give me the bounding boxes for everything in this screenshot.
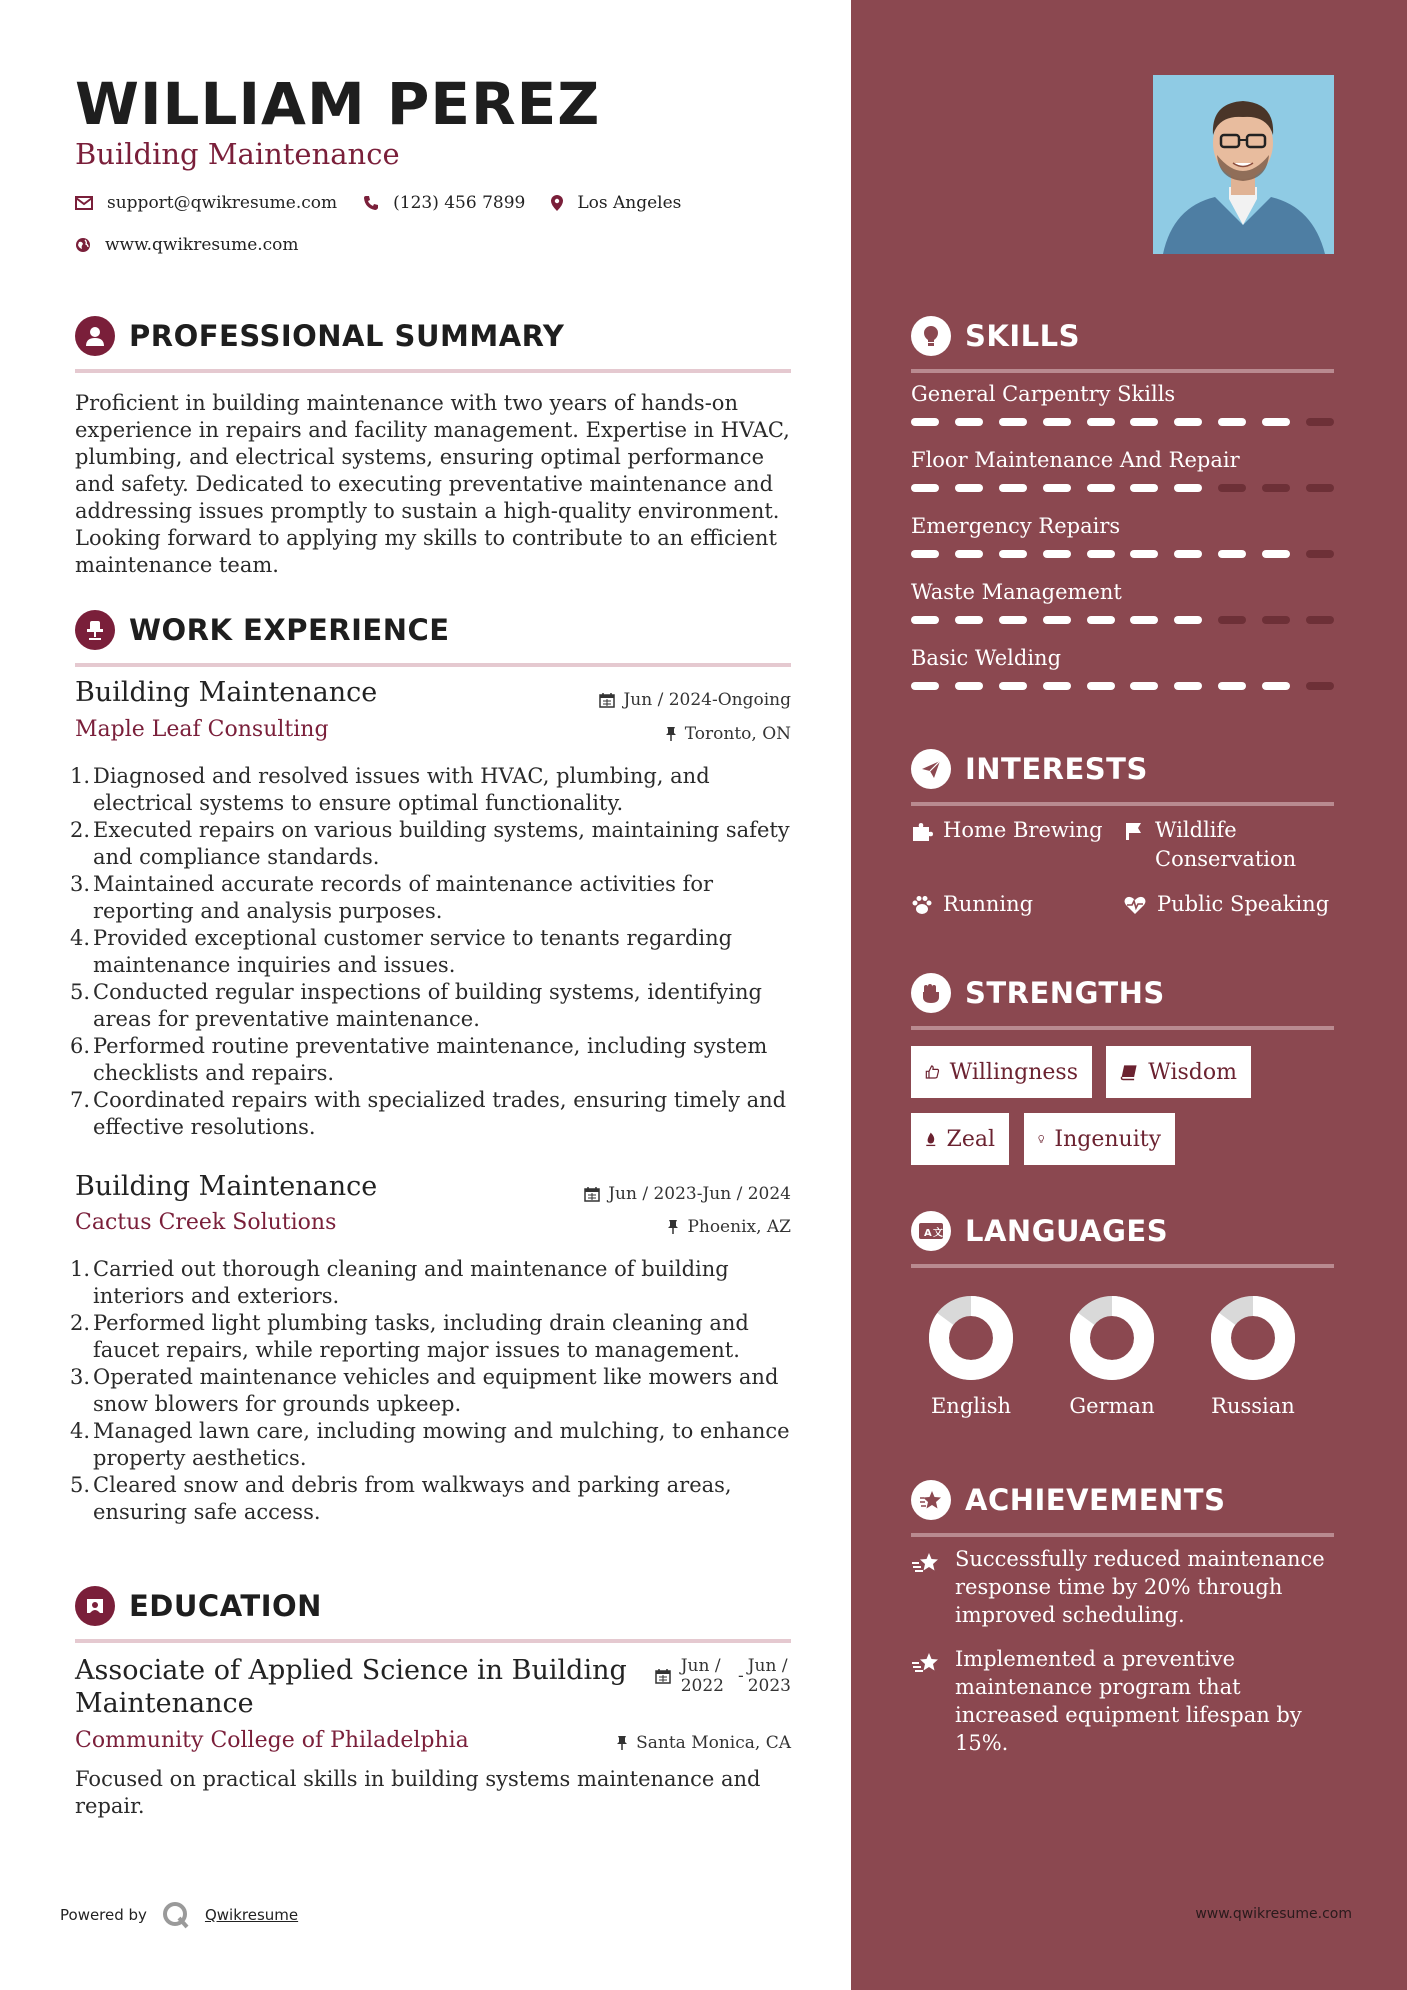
skill-level-dash (1306, 682, 1334, 690)
svg-text:A: A (924, 1228, 932, 1239)
strengths-title: STRENGTHS (965, 976, 1165, 1010)
email-text: support@qwikresume.com (107, 193, 338, 213)
skill-level-dash (911, 616, 939, 624)
map-pin-icon (551, 195, 563, 211)
experience-title: WORK EXPERIENCE (129, 613, 450, 647)
section-divider (911, 1264, 1334, 1268)
list-item: 4. Managed lawn care, including mowing and mulching, to enhance property aesthetics. (70, 1419, 790, 1470)
section-divider (75, 663, 791, 667)
job-location-text: Toronto, ON (684, 724, 791, 744)
skill-bar (911, 484, 1334, 492)
list-item: 2. Performed light plumbing tasks, including drain cleaning and faucet repairs, while reporting major issues to management. (70, 1311, 749, 1362)
fire-icon (925, 1128, 937, 1150)
skill-level-dash (1218, 550, 1246, 558)
skill-level-dash (1130, 484, 1158, 492)
star-icon (911, 1480, 951, 1520)
paw-icon (911, 895, 933, 915)
job-title: Building Maintenance (75, 1171, 378, 1202)
skill-level-dash (999, 418, 1027, 426)
lightbulb-outline-icon (1038, 1128, 1044, 1150)
strength-chip: Willingness (911, 1046, 1092, 1098)
language-level-ring (1211, 1296, 1295, 1380)
skill-item (911, 448, 1334, 492)
achievements-title: ACHIEVEMENTS (965, 1483, 1226, 1517)
section-divider (75, 1639, 791, 1643)
section-divider (911, 369, 1334, 373)
skill-level-dash (955, 418, 983, 426)
envelope-icon (75, 196, 93, 210)
phone-text: (123) 456 7899 (393, 193, 526, 213)
skill-level-dash (1130, 550, 1158, 558)
list-item: 3. Operated maintenance vehicles and equipment like mowers and snow blowers for grounds upkeep. (70, 1365, 779, 1416)
skill-level-dash (1043, 418, 1071, 426)
paper-plane-icon (911, 749, 951, 789)
education-date: Jun / 2022 - Jun / 2023 (655, 1656, 791, 1696)
interests-title: INTERESTS (965, 752, 1148, 786)
skill-level-dash (999, 616, 1027, 624)
skill-level-dash (1043, 616, 1071, 624)
interests-section (911, 746, 1334, 806)
globe-icon (75, 237, 91, 253)
education-section (75, 1583, 791, 1643)
skill-bar (911, 550, 1334, 558)
skill-level-dash (1087, 616, 1115, 624)
powered-by (60, 1900, 298, 1930)
job-title: Building Maintenance (75, 677, 378, 708)
summary-text: Proficient in building maintenance with two years of hands-on experience in repairs and facility management. Expertise in HVAC, plumbing, and electrical systems, ensuring optimal performance and safety. Dedicated to executing preventative maintenance and addressing issues promptly to sustain a high-quality environment. Looking forward to applying my skills to contribute to an efficient maintenance team. (75, 391, 790, 577)
strength-chip: Ingenuity (1024, 1113, 1175, 1165)
language-level-ring (929, 1296, 1013, 1380)
section-divider (911, 1533, 1334, 1537)
list-item: 1. Carried out thorough cleaning and maintenance of building interiors and exteriors. (70, 1257, 729, 1308)
language-level-ring (1070, 1296, 1154, 1380)
skill-level-dash (999, 682, 1027, 690)
interest-item: Running (911, 890, 1033, 919)
thumbs-up-icon (925, 1061, 940, 1083)
skill-level-dash (1043, 682, 1071, 690)
contact-phone[interactable] (363, 193, 525, 213)
skill-level-dash (911, 418, 939, 426)
skill-level-dash (1262, 682, 1290, 690)
contact-location (551, 193, 681, 213)
job-bullets (70, 763, 791, 1141)
skill-level-dash (1306, 484, 1334, 492)
education-description: Focused on practical skills in building systems maintenance and repair. (75, 1767, 761, 1818)
book-icon (1120, 1062, 1138, 1082)
education-location (616, 1733, 791, 1753)
list-item: 4. Provided exceptional customer service to tenants regarding maintenance inquiries and issues. (70, 926, 733, 977)
language-item (1211, 1296, 1295, 1418)
job-location (667, 1217, 791, 1237)
skill-level-dash (1174, 418, 1202, 426)
heartbeat-icon (1123, 895, 1147, 915)
job-location (665, 724, 791, 744)
job-date (599, 690, 791, 710)
skills-section (911, 313, 1334, 373)
education-title: EDUCATION (129, 1589, 322, 1623)
language-item (929, 1296, 1013, 1418)
skill-name: Floor Maintenance And Repair (911, 448, 1240, 472)
list-item: 6. Performed routine preventative maintenance, including system checklists and repairs. (70, 1034, 768, 1085)
skill-bar (911, 616, 1334, 624)
skill-level-dash (955, 682, 983, 690)
skill-level-dash (1174, 484, 1202, 492)
skill-level-dash (1306, 616, 1334, 624)
skill-level-dash (1130, 616, 1158, 624)
job-entry (70, 677, 791, 1147)
skill-level-dash (1087, 550, 1115, 558)
flag-icon (1123, 821, 1145, 841)
skill-level-dash (1306, 418, 1334, 426)
strength-chip: Wisdom (1106, 1046, 1251, 1098)
skill-level-dash (911, 682, 939, 690)
job-location-text: Phoenix, AZ (687, 1217, 791, 1237)
job-date (584, 1184, 791, 1204)
experience-section (75, 607, 791, 667)
skill-level-dash (1174, 616, 1202, 624)
brand-link[interactable]: Qwikresume (204, 1906, 299, 1924)
skill-level-dash (1218, 682, 1246, 690)
language-name: English (930, 1394, 1012, 1418)
skill-item (911, 646, 1334, 690)
footer-website[interactable]: www.qwikresume.com (1195, 1906, 1352, 1922)
achievements-section (911, 1477, 1334, 1537)
lightbulb-icon (911, 316, 951, 356)
section-divider (75, 369, 791, 373)
skill-name: General Carpentry Skills (911, 382, 1176, 406)
job-entry (70, 1171, 791, 1541)
sidebar (851, 0, 1407, 1990)
shooting-star-icon (911, 1551, 941, 1575)
skill-level-dash (1130, 418, 1158, 426)
list-item: 5. Conducted regular inspections of building systems, identifying areas for preventative maintenance. (70, 980, 762, 1031)
pushpin-icon (665, 726, 677, 742)
list-item: 2. Executed repairs on various building systems, maintaining safety and compliance standards. (70, 818, 790, 869)
skill-level-dash (911, 484, 939, 492)
skill-level-dash (1262, 484, 1290, 492)
list-item: 7. Coordinated repairs with specialized trades, ensuring timely and effective resolutions. (70, 1088, 787, 1139)
contact-email[interactable] (75, 193, 337, 213)
language-name: German (1069, 1394, 1155, 1418)
summary-section (75, 313, 791, 579)
skill-item (911, 580, 1334, 624)
skill-item (911, 382, 1334, 426)
skill-level-dash (1218, 418, 1246, 426)
job-date-text: Jun / 2024-Ongoing (623, 690, 791, 710)
phone-icon (363, 195, 379, 211)
job-company: Cactus Creek Solutions (75, 1210, 337, 1235)
interest-item: Home Brewing (911, 816, 1103, 845)
profile-photo (1153, 75, 1334, 254)
powered-by-label: Powered by (60, 1906, 147, 1924)
skill-level-dash (1262, 418, 1290, 426)
pushpin-icon (667, 1219, 679, 1235)
skill-level-dash (999, 484, 1027, 492)
list-item: 3. Maintained accurate records of maintenance activities for reporting and analysis purposes. (70, 872, 714, 923)
svg-text:文: 文 (933, 1228, 943, 1239)
qwikresume-logo-icon (161, 1900, 191, 1930)
strengths-section (911, 970, 1334, 1030)
job-bullets (70, 1256, 791, 1526)
skill-level-dash (1043, 484, 1071, 492)
interest-item: Public Speaking (1123, 890, 1329, 919)
skill-level-dash (911, 550, 939, 558)
contact-row-2 (75, 235, 325, 255)
list-item: 5. Cleared snow and debris from walkways and parking areas, ensuring safe access. (70, 1473, 732, 1524)
location-text: Los Angeles (577, 193, 682, 213)
skill-name: Emergency Repairs (911, 514, 1121, 538)
skill-level-dash (1130, 682, 1158, 690)
section-divider (911, 802, 1334, 806)
strength-chip: Zeal (911, 1113, 1009, 1165)
contact-website[interactable] (75, 235, 299, 255)
shooting-star-icon (911, 1651, 941, 1675)
achievement-item: Successfully reduced maintenance response time by 20% through improved scheduling. (911, 1545, 1334, 1629)
section-divider (911, 1026, 1334, 1030)
skill-level-dash (1087, 418, 1115, 426)
skill-level-dash (1043, 550, 1071, 558)
language-item (1070, 1296, 1154, 1418)
contact-row (75, 193, 707, 213)
office-chair-icon (75, 610, 115, 650)
skill-level-dash (1306, 550, 1334, 558)
skill-level-dash (1218, 616, 1246, 624)
calendar-icon (584, 1186, 600, 1202)
website-text: www.qwikresume.com (105, 235, 299, 255)
skill-level-dash (955, 484, 983, 492)
degree-title: Associate of Applied Science in Building Maintenance (75, 1655, 627, 1719)
skill-level-dash (1262, 616, 1290, 624)
skill-bar (911, 418, 1334, 426)
education-location-text: Santa Monica, CA (636, 1733, 791, 1753)
interest-item: Wildlife Conservation (1123, 816, 1296, 874)
skill-level-dash (999, 550, 1027, 558)
candidate-name: WILLIAM PEREZ (75, 70, 601, 138)
skill-level-dash (1174, 550, 1202, 558)
skill-name: Basic Welding (911, 646, 1062, 670)
graduation-icon (75, 1586, 115, 1626)
fist-icon (911, 973, 951, 1013)
skill-level-dash (955, 616, 983, 624)
skill-level-dash (1174, 682, 1202, 690)
skill-item (911, 514, 1334, 558)
summary-title: PROFESSIONAL SUMMARY (129, 319, 565, 353)
puzzle-icon (911, 821, 933, 841)
skills-title: SKILLS (965, 319, 1080, 353)
translate-icon (911, 1211, 951, 1251)
languages-section (911, 1208, 1334, 1268)
skill-name: Waste Management (911, 580, 1122, 604)
user-icon (75, 316, 115, 356)
skill-level-dash (955, 550, 983, 558)
language-name: Russian (1211, 1394, 1295, 1418)
school-name: Community College of Philadelphia (75, 1728, 469, 1753)
job-date-text: Jun / 2023-Jun / 2024 (608, 1184, 791, 1204)
skill-level-dash (1262, 550, 1290, 558)
calendar-icon (655, 1668, 671, 1684)
skill-level-dash (1087, 484, 1115, 492)
education-entry (75, 1654, 791, 1824)
skill-bar (911, 682, 1334, 690)
achievement-item: Implemented a preventive maintenance program that increased equipment lifespan by 15%. (911, 1645, 1334, 1757)
languages-title: LANGUAGES (965, 1214, 1169, 1248)
skill-level-dash (1087, 682, 1115, 690)
calendar-icon (599, 692, 615, 708)
candidate-role: Building Maintenance (75, 137, 400, 171)
job-company: Maple Leaf Consulting (75, 717, 329, 742)
pushpin-icon (616, 1735, 628, 1751)
list-item: 1. Diagnosed and resolved issues with HVAC, plumbing, and electrical systems to ensure optimal functionality. (70, 764, 710, 815)
skill-level-dash (1218, 484, 1246, 492)
